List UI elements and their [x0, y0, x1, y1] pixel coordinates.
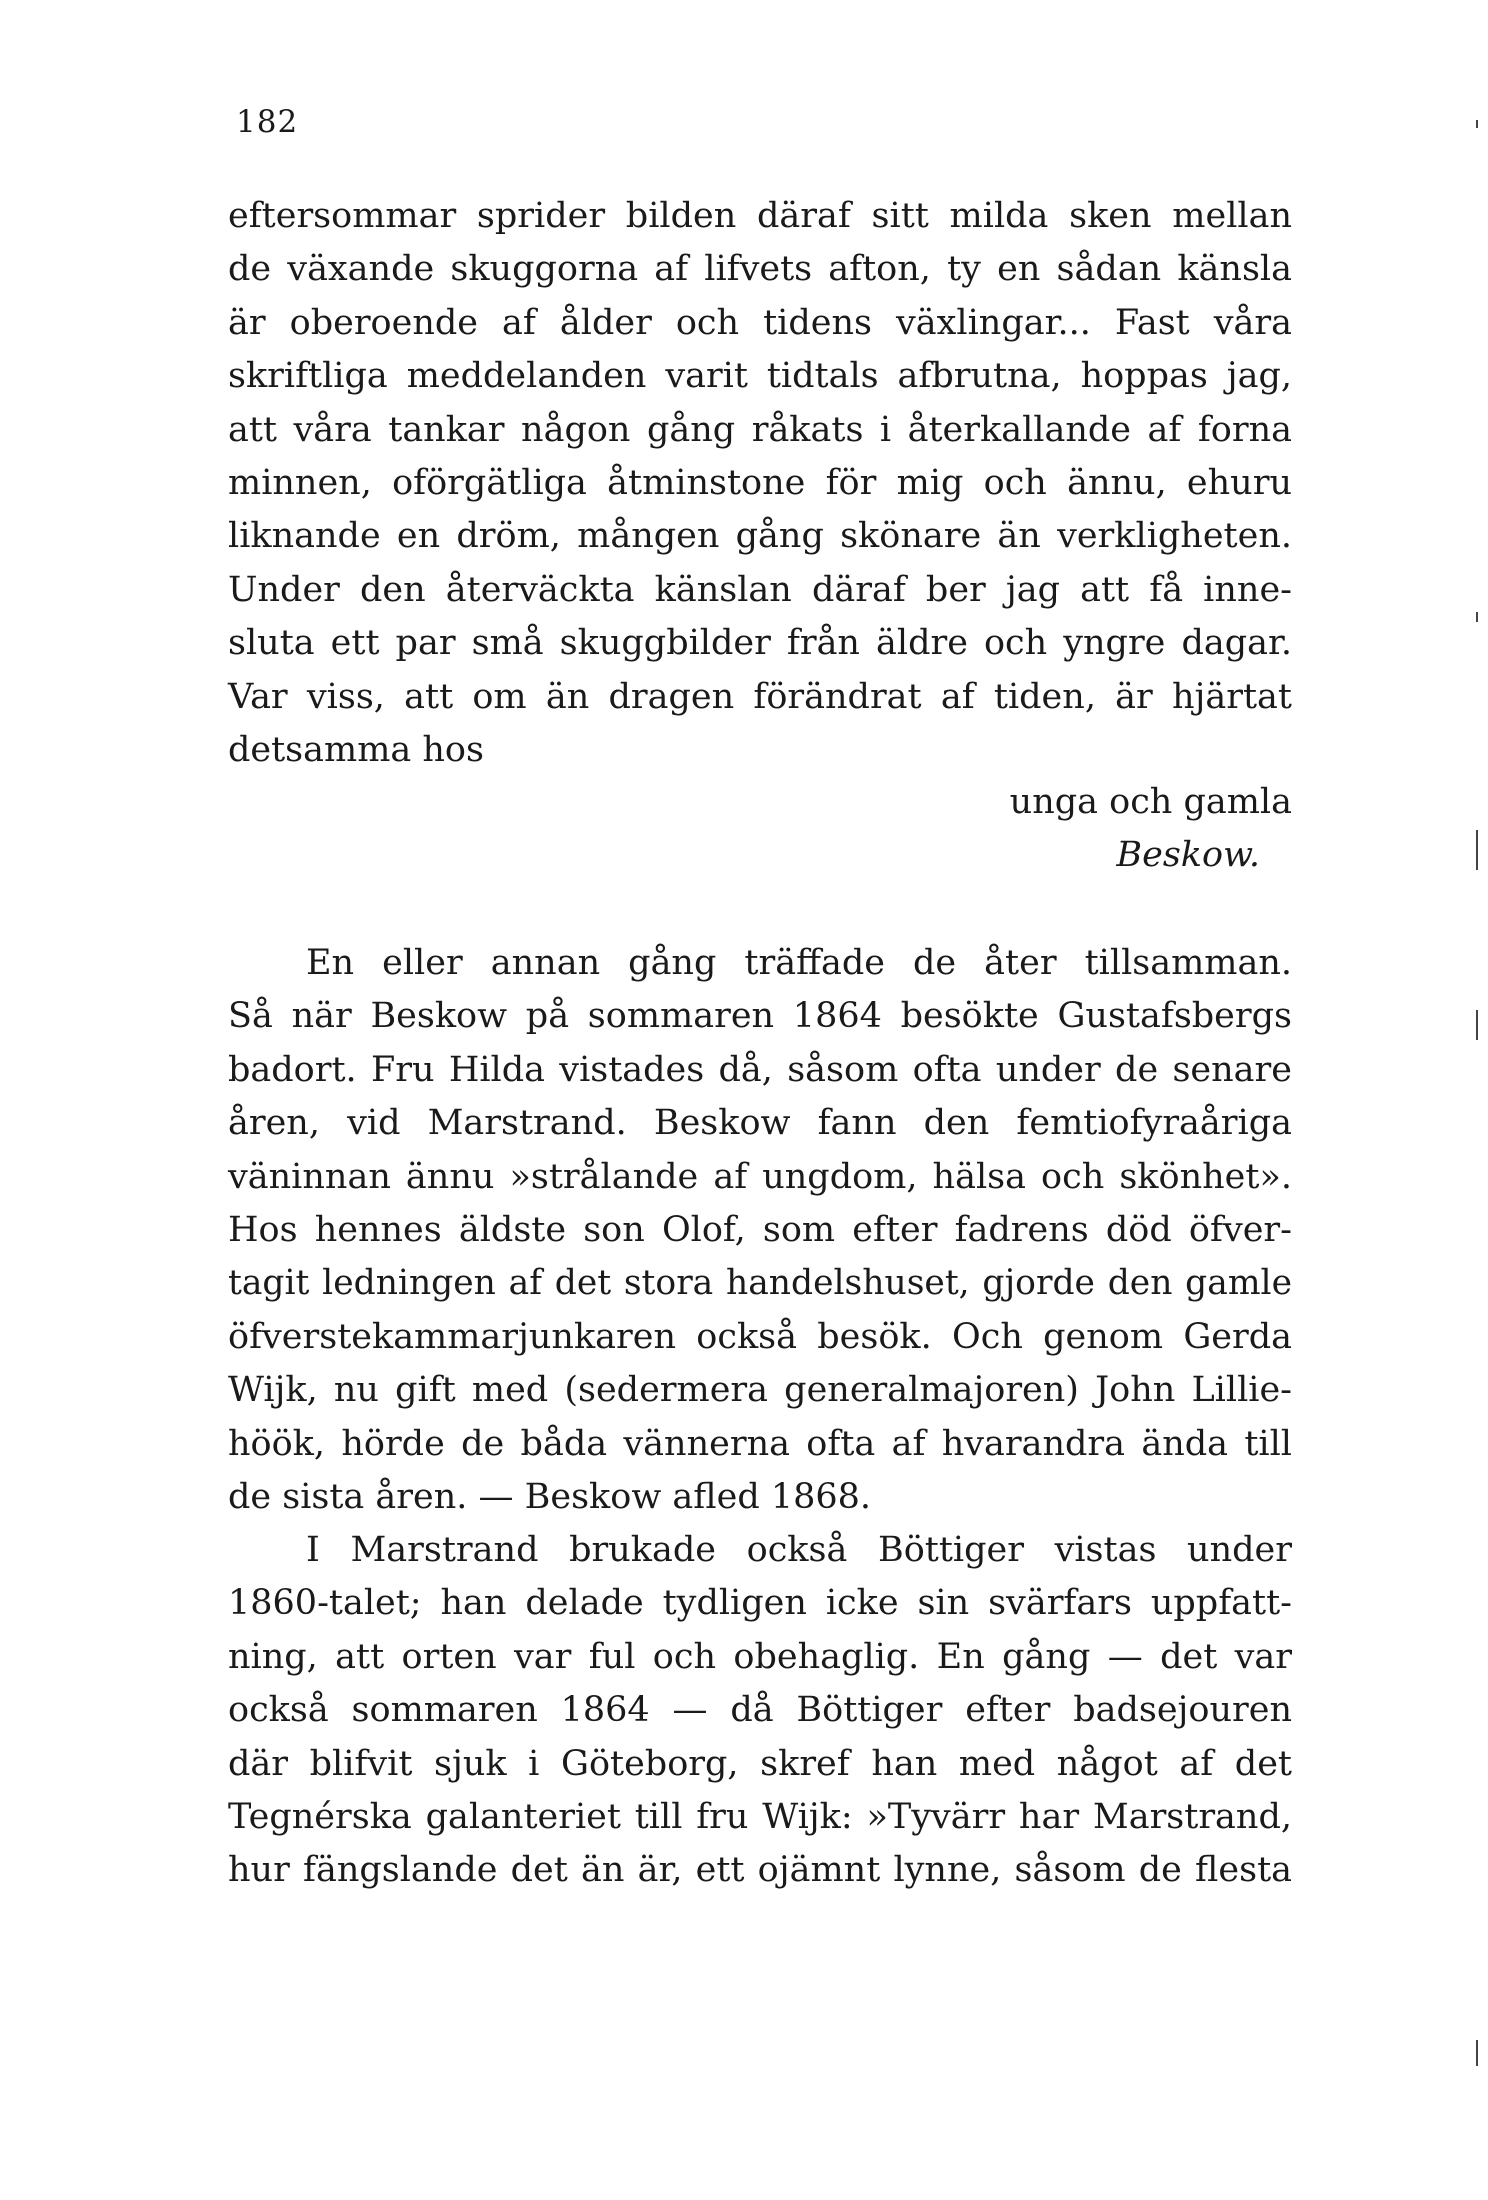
text-line: Var viss, att om än dragen förändrat af tiden, är hjärtat [228, 676, 1292, 717]
text-line: de sista åren. — Beskow afled 1868. [228, 1476, 872, 1517]
text-line: badort. Fru Hilda vistades då, såsom ofta under de senare [228, 1049, 1292, 1090]
paragraph-2 [228, 937, 1292, 1524]
scan-margin-mark [1476, 120, 1478, 128]
text-line: är oberoende af ålder och tidens växlingar... Fast våra [228, 302, 1292, 343]
text-line: väninnan ännu »strålande af ungdom, hälsa och skönhet». [228, 1156, 1292, 1197]
text-line: att våra tankar någon gång råkats i återkallande af forna [228, 409, 1292, 450]
text-line: 1860-talet; han delade tydligen icke sin svärfars uppfatt- [228, 1583, 1292, 1624]
text-line: minnen, oförgätliga åtminstone för mig och ännu, ehuru [228, 462, 1292, 503]
scan-margin-mark [1476, 612, 1478, 622]
text-line: detsamma hos [228, 729, 484, 770]
text-line: sluta ett par små skuggbilder från äldre och yngre dagar. [228, 623, 1292, 664]
text-line: skriftliga meddelanden varit tidtals afbrutna, hoppas jag, [228, 356, 1292, 397]
paragraph-1 [228, 190, 1292, 777]
text-line: Under den återväckta känslan däraf ber jag att få inne- [228, 569, 1292, 610]
signature-closing: unga och gamla [1009, 782, 1292, 822]
page-number: 182 [236, 104, 299, 140]
text-line: åren, vid Marstrand. Beskow fann den femtiofyraåriga [228, 1103, 1292, 1144]
scan-margin-mark [1476, 830, 1478, 870]
scan-margin-mark [1476, 1010, 1478, 1040]
letter-signature [792, 776, 1292, 883]
text-line: hur fängslande det än är, ett ojämnt lynne, såsom de flesta [228, 1850, 1292, 1891]
signature-name: Beskow. [1116, 835, 1260, 876]
text-line: Så när Beskow på sommaren 1864 besökte Gustafsbergs [228, 996, 1292, 1037]
text-line: I Marstrand brukade också Böttiger vistas under [306, 1530, 1292, 1570]
text-line: liknande en dröm, mången gång skönare än verkligheten. [228, 516, 1292, 557]
text-line: också sommaren 1864 — då Böttiger efter badsejouren [228, 1690, 1292, 1731]
text-line: ning, att orten var ful och obehaglig. En gång — det var [228, 1636, 1292, 1677]
text-line: där blifvit sjuk i Göteborg, skref han med något af det [228, 1743, 1292, 1784]
scan-margin-mark [1476, 2040, 1478, 2066]
text-line: Hos hennes äldste son Olof, som efter fadrens död öfver- [228, 1209, 1292, 1250]
text-line: En eller annan gång träffade de åter tillsamman. [306, 943, 1292, 983]
text-line: tagit ledningen af det stora handelshuset, gjorde den gamle [228, 1263, 1292, 1304]
paragraph-3 [228, 1524, 1292, 1898]
text-line: öfverstekammarjunkaren också besök. Och genom Gerda [228, 1316, 1292, 1357]
text-line: Tegnérska galanteriet till fru Wijk: »Tyvärr har Marstrand, [228, 1796, 1292, 1837]
text-line: eftersommar sprider bilden däraf sitt milda sken mellan [228, 196, 1292, 236]
text-line: de växande skuggorna af lifvets afton, ty en sådan känsla [228, 249, 1292, 290]
text-line: Wijk, nu gift med (sedermera generalmajoren) John Lillie- [228, 1370, 1292, 1411]
text-line: höök, hörde de båda vännerna ofta af hvarandra ända till [228, 1423, 1292, 1464]
